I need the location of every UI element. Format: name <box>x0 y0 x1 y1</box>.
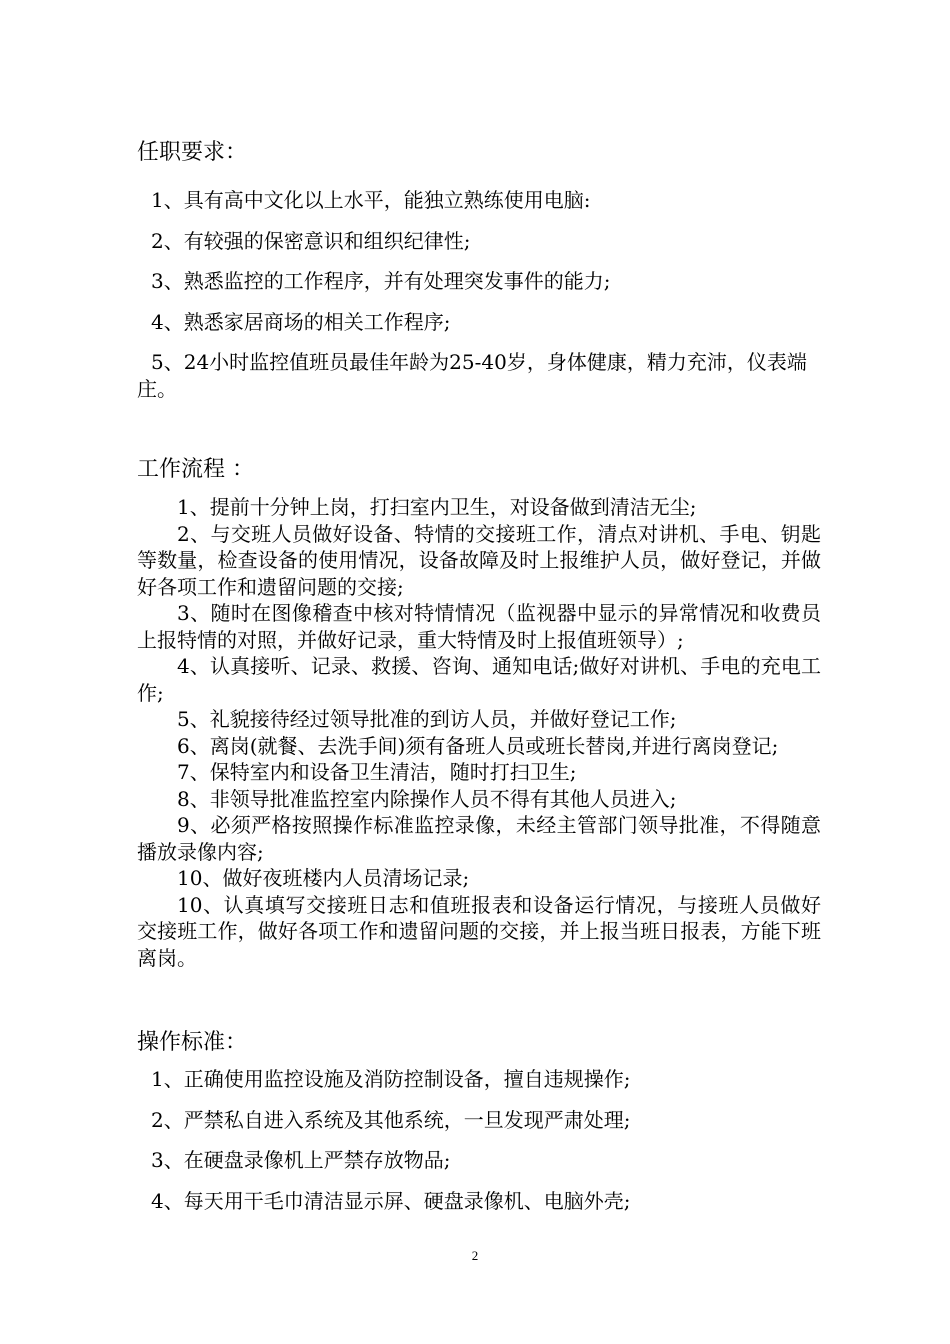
workflow-item: 5、礼貌接待经过领导批准的到访人员，并做好登记工作; <box>177 707 677 731</box>
workflow-list <box>137 494 821 971</box>
workflow-item: 7、保特室内和设备卫生清洁，随时打扫卫生; <box>177 760 577 784</box>
operation-item: 3、在硬盘录像机上严禁存放物品; <box>151 1148 451 1172</box>
workflow-heading: 工作流程 ： <box>137 457 254 482</box>
requirement-item: 3、熟悉监控的工作程序，并有处理突发事件的能力; <box>151 269 611 293</box>
workflow-item: 1、提前十分钟上岗，打扫室内卫生，对设备做到清洁无尘; <box>177 495 697 519</box>
operations-heading: 操作标准： <box>137 1030 248 1055</box>
operation-item: 1、正确使用监控设施及消防控制设备，擅自违规操作; <box>151 1067 631 1091</box>
requirement-item: 5、24小时监控值班员最佳年龄为25-40岁，身体健康，精力充沛，仪表端庄。 <box>137 350 807 401</box>
requirements-list <box>137 187 827 417</box>
operation-item: 2、严禁私自进入系统及其他系统，一旦发现严肃处理; <box>151 1107 631 1132</box>
requirements-heading: 任职要求： <box>137 140 248 165</box>
workflow-item: 6、离岗(就餐、去洗手间)须有备班人员或班长替岗,并进行离岗登记; <box>177 733 779 758</box>
workflow-item: 9、必须严格按照操作标准监控录像，未经主管部门领导批准，不得随意播放录像内容; <box>137 813 821 864</box>
page-number: 2 <box>471 1248 479 1263</box>
requirement-item: 1、具有高中文化以上水平，能独立熟练使用电脑: <box>151 188 591 212</box>
workflow-item: 8、非领导批准监控室内除操作人员不得有其他人员进入; <box>177 786 677 811</box>
workflow-item: 4、认真接听、记录、救援、咨询、通知电话;做好对讲机、手电的充电工作; <box>137 654 821 705</box>
workflow-item: 3、随时在图像稽查中核对特情情况（监视器中显示的异常情况和收费员上报特情的对照，并做好记录，重大特情及时上报值班领导）; <box>137 601 821 652</box>
workflow-item: 10、认真填写交接班日志和值班报表和设备运行情况，与接班人员做好交接班工作，做好各项工作和遗留问题的交接，并上报当班日报表，方能下班离岗。 <box>137 892 821 970</box>
requirement-item: 2、有较强的保密意识和组织纪律性; <box>151 228 471 253</box>
operation-item: 4、每天用干毛巾清洁显示屏、硬盘录像机、电脑外壳; <box>151 1188 631 1213</box>
requirement-item: 4、熟悉家居商场的相关工作程序; <box>151 309 451 334</box>
workflow-item: 2、与交班人员做好设备、特情的交接班工作，清点对讲机、手电、钥匙等数量，检查设备的使用情况，设备故障及时上报维护人员，做好登记，并做好各项工作和遗留问题的交接; <box>137 521 821 599</box>
workflow-item: 10、做好夜班楼内人员清场记录; <box>177 866 470 890</box>
operations-list <box>137 1066 827 1228</box>
